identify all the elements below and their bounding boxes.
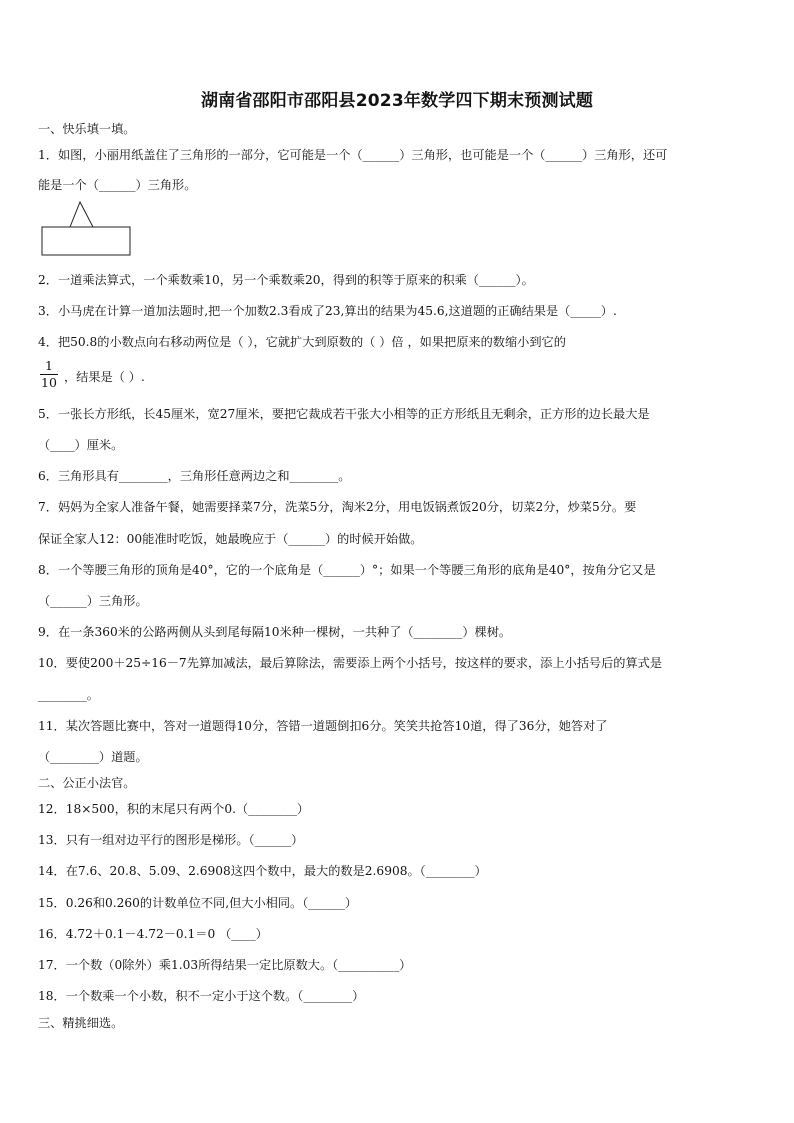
question-8-line-2: （______）三角形。 <box>38 594 148 608</box>
question-8-line-1: 8．一个等腰三角形的顶角是40°，它的一个底角是（______）°；如果一个等腰三角形的底角是40°，按角分它又是 <box>38 563 656 577</box>
section-heading-3: 三、精挑细选。 <box>38 1016 124 1030</box>
question-6: 6．三角形具有________，三角形任意两边之和________。 <box>38 469 351 483</box>
question-16: 16．4.72＋0.1－4.72－0.1＝0 （____） <box>38 927 268 941</box>
question-4-line-2: ，结果是（ ）. <box>64 370 145 384</box>
question-9: 9．在一条360米的公路两侧从头到尾每隔10米种一棵树，一共种了（________）棵树。 <box>38 625 512 639</box>
question-2: 2．一道乘法算式，一个乘数乘10，另一个乘数乘20，得到的积等于原来的积乘（______）。 <box>38 273 534 287</box>
question-5-line-2: （____）厘米。 <box>38 438 124 452</box>
question-3: 3．小马虎在计算一道加法题时,把一个加数2.3看成了23,算出的结果为45.6,这道题的正确结果是（_____）. <box>38 304 617 318</box>
question-5-line-1: 5．一张长方形纸，长45厘米，宽27厘米，要把它裁成若干张大小相等的正方形纸且无剩余，正方形的边长最大是 <box>38 407 650 421</box>
question-7-line-2: 保证全家人12：00能准时吃饭，她最晚应于（______）的时候开始做。 <box>38 532 423 546</box>
question-1-line-2: 能是一个（______）三角形。 <box>38 178 197 192</box>
fraction-denominator: 10 <box>41 375 57 390</box>
question-10-line-2: ________。 <box>38 688 99 702</box>
section-heading-2: 二、公正小法官。 <box>38 776 136 790</box>
question-15: 15．0.26和0.260的计数单位不同,但大小相同。（______） <box>38 896 358 910</box>
question-10-line-1: 10．要使200＋25÷16－7先算加减法，最后算除法，需要添上两个小括号，按这样的要求，添上小括号后的算式是 <box>38 656 663 670</box>
question-14: 14．在7.6、20.8、5.09、2.6908这四个数中，最大的数是2.6908。（________） <box>38 864 487 878</box>
question-12: 12．18×500，积的末尾只有两个0.（________） <box>38 802 310 816</box>
fraction-numerator: 1 <box>40 358 58 375</box>
section-heading-1: 一、快乐填一填。 <box>38 122 136 136</box>
question-18: 18．一个数乘一个小数，积不一定小于这个数。（________） <box>38 989 365 1003</box>
question-17: 17．一个数（0除外）乘1.03所得结果一定比原数大。（__________） <box>38 958 412 972</box>
page-title: 湖南省邵阳市邵阳县2023年数学四下期末预测试题 <box>200 91 594 111</box>
covered-triangle-figure <box>40 200 132 258</box>
question-4-line-1: 4．把50.8的小数点向右移动两位是（ ），它就扩大到原数的（ ）倍 ，如果把原来的数缩小到它的 <box>38 335 566 349</box>
question-1-line-1: 1．如图，小丽用纸盖住了三角形的一部分，它可能是一个（______）三角形，也可能是一个（______）三角形，还可 <box>38 148 668 162</box>
fraction-one-tenth <box>40 358 58 390</box>
question-7-line-1: 7．妈妈为全家人准备午餐，她需要择菜7分，洗菜5分，淘米2分，用电饭锅煮饭20分，切菜2分，炒菜5分。要 <box>38 500 637 514</box>
question-13: 13．只有一组对边平行的图形是梯形。（______） <box>38 833 304 847</box>
question-11-line-1: 11．某次答题比赛中，答对一道题得10分，答错一道题倒扣6分。笑笑共抢答10道，得了36分，她答对了 <box>38 719 608 733</box>
question-11-line-2: （________）道题。 <box>38 750 148 764</box>
